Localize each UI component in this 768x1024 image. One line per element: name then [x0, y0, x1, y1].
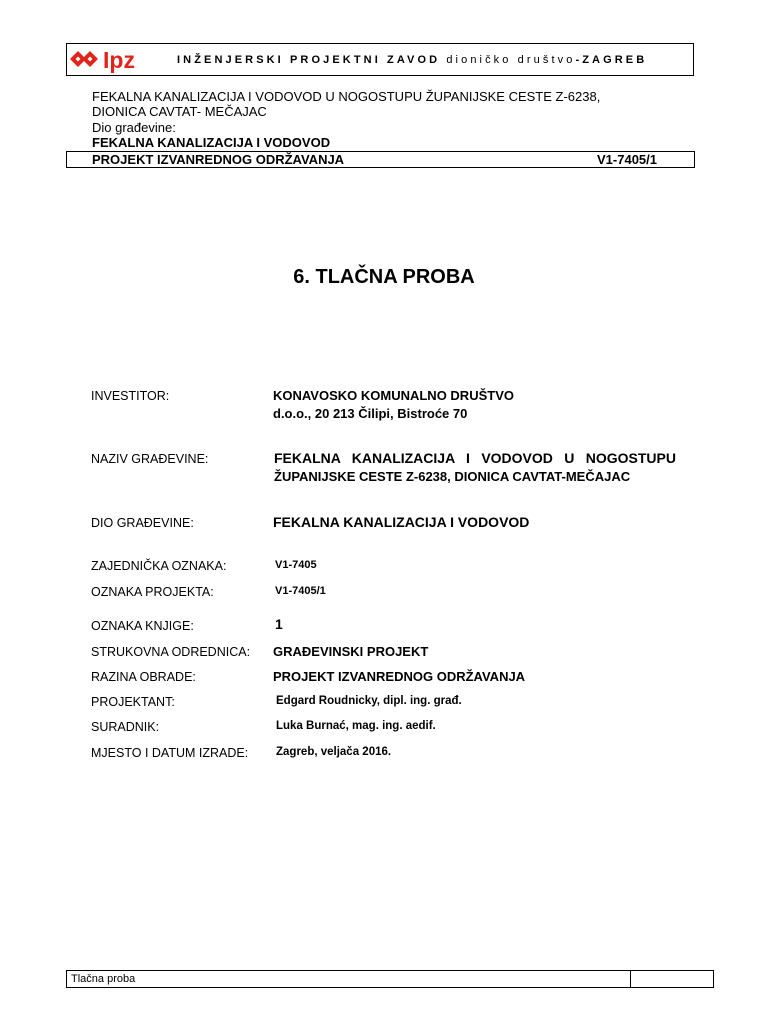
naziv-value-2: ŽUPANIJSKE CESTE Z-6238, DIONICA CAVTAT-MEČAJAC: [274, 469, 631, 484]
suradnik-label: SURADNIK:: [91, 720, 160, 734]
oznaka-projekta-value: V1-7405/1: [275, 585, 326, 597]
zajednicka-value: V1-7405: [275, 559, 317, 571]
oznaka-projekta-label: OZNAKA PROJEKTA:: [91, 585, 214, 599]
razina-value: PROJEKT IZVANREDNOG ODRŽAVANJA: [273, 669, 526, 684]
projektant-label: PROJEKTANT:: [91, 695, 175, 709]
investitor-value-2: d.o.o., 20 213 Čilipi, Bistroće 70: [273, 406, 468, 421]
naziv-label: NAZIV GRAĐEVINE:: [91, 452, 209, 466]
page-title: 6. TLAČNA PROBA: [293, 266, 475, 288]
oznaka-knjige-label: OZNAKA KNJIGE:: [91, 619, 194, 633]
dio-value: FEKALNA KANALIZACIJA I VODOVOD: [273, 514, 530, 530]
project-type: PROJEKT IZVANREDNOG ODRŽAVANJA: [92, 152, 345, 167]
strukovna-label: STRUKOVNA ODREDNICA:: [91, 645, 251, 659]
header-part-value: FEKALNA KANALIZACIJA I VODOVOD: [92, 135, 331, 150]
company-name: [177, 54, 647, 66]
suradnik-value: Luka Burnać, mag. ing. aedif.: [276, 720, 436, 732]
project-type-box: [66, 151, 695, 168]
ipz-logo: [67, 44, 153, 75]
razina-label: RAZINA OBRADE:: [91, 670, 196, 684]
naziv-value-1: [274, 450, 676, 466]
projektant-value: Edgard Roudnicky, dipl. ing. građ.: [276, 695, 462, 707]
zajednicka-label: ZAJEDNIČKA OZNAKA:: [91, 559, 227, 573]
company-name-main: INŽENJERSKI PROJEKTNI ZAVOD: [177, 54, 441, 66]
project-code: V1-7405/1: [597, 152, 657, 167]
header-part-label: Dio građevine:: [92, 120, 176, 135]
page-footer: [66, 970, 714, 988]
oznaka-knjige-value: 1: [275, 616, 283, 632]
footer-text: Tlačna proba: [71, 973, 136, 985]
mjesto-value: Zagreb, veljača 2016.: [276, 746, 392, 758]
header-project-line-2: [92, 104, 267, 119]
company-name-sub: dioničko društvo: [446, 54, 576, 66]
company-banner: [66, 43, 694, 76]
header-project-line-2a: DIONICA CAVTAT: [92, 104, 197, 119]
footer-divider: [630, 971, 631, 987]
header-project-line-2b: - MEČAJAC: [196, 104, 267, 119]
naziv-value-1-text: FEKALNA KANALIZACIJA I VODOVOD U NOGOSTUPU: [274, 450, 676, 466]
dio-label: DIO GRAĐEVINE:: [91, 516, 194, 530]
investitor-value-1: KONAVOSKO KOMUNALNO DRUŠTVO: [273, 388, 514, 403]
header-project-line-1: FEKALNA KANALIZACIJA I VODOVOD U NOGOSTUPU ŽUPANIJSKE CESTE Z-6238,: [92, 89, 601, 104]
company-city: -ZAGREB: [575, 54, 648, 66]
mjesto-label: MJESTO I DATUM IZRADE:: [91, 746, 249, 760]
investitor-label: INVESTITOR:: [91, 389, 170, 403]
ipz-logo-mark: [70, 51, 98, 67]
ipz-logo-text: Ipz: [103, 47, 135, 73]
strukovna-value: GRAĐEVINSKI PROJEKT: [273, 644, 429, 659]
